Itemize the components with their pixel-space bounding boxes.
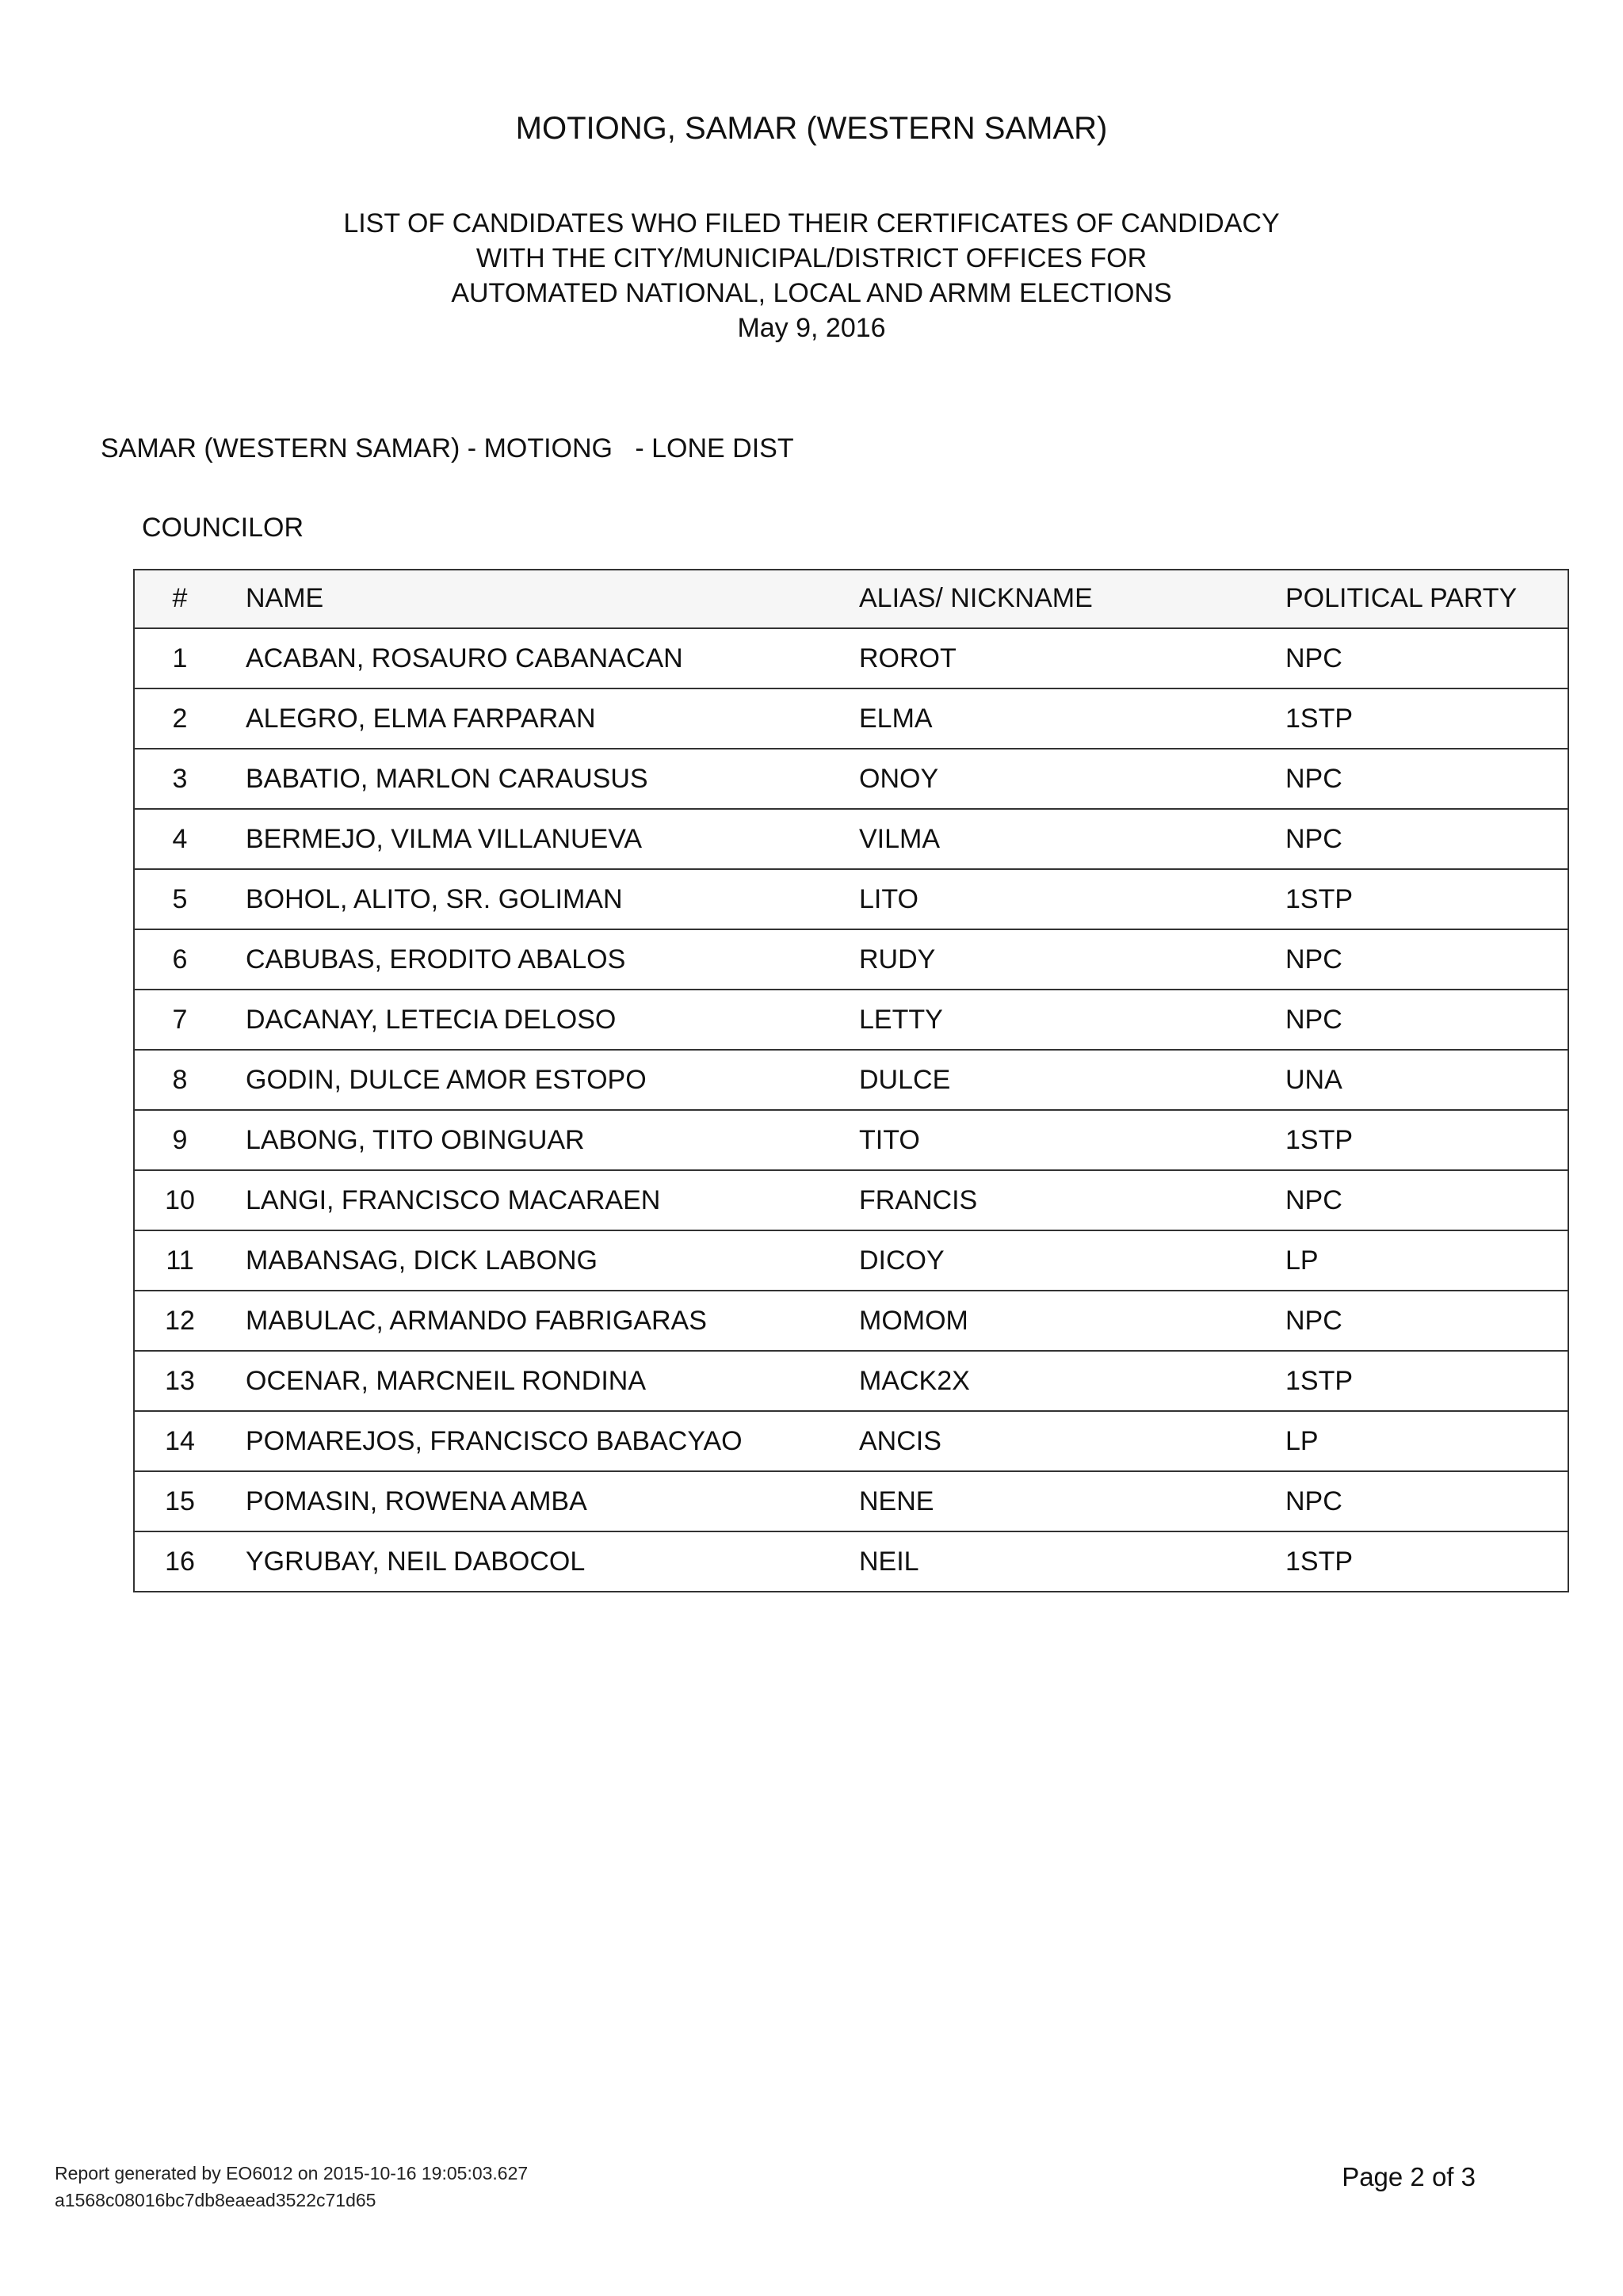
table-row [133, 1291, 1569, 1351]
candidate-alias: ONOY [859, 749, 1285, 809]
candidate-alias: FRANCIS [859, 1170, 1285, 1230]
candidate-party: NPC [1285, 1471, 1569, 1531]
candidate-party: 1STP [1285, 869, 1569, 929]
table-row [133, 1351, 1569, 1411]
candidate-party: NPC [1285, 628, 1569, 688]
table-row [133, 869, 1569, 929]
candidate-party: LP [1285, 1411, 1569, 1471]
table-row [133, 688, 1569, 749]
column-header-name: NAME [227, 569, 859, 628]
candidate-name: ALEGRO, ELMA FARPARAN [227, 688, 859, 749]
subtitle-line: AUTOMATED NATIONAL, LOCAL AND ARMM ELECTIONS [451, 278, 1172, 308]
candidate-name: LANGI, FRANCISCO MACARAEN [227, 1170, 859, 1230]
candidate-alias: ELMA [859, 688, 1285, 749]
candidate-name: OCENAR, MARCNEIL RONDINA [227, 1351, 859, 1411]
candidate-name: MABANSAG, DICK LABONG [227, 1230, 859, 1291]
row-number: 16 [133, 1531, 227, 1592]
table-header-row [133, 569, 1569, 628]
table-row [133, 1411, 1569, 1471]
candidate-party: 1STP [1285, 1110, 1569, 1170]
row-number: 1 [133, 628, 227, 688]
subtitle-line: LIST OF CANDIDATES WHO FILED THEIR CERTIFICATES OF CANDIDACY [343, 208, 1280, 238]
row-number: 12 [133, 1291, 227, 1351]
candidate-party: UNA [1285, 1050, 1569, 1110]
candidate-alias: MACK2X [859, 1351, 1285, 1411]
subtitle-line: WITH THE CITY/MUNICIPAL/DISTRICT OFFICES FOR [475, 243, 1148, 273]
candidate-party: NPC [1285, 749, 1569, 809]
candidate-name: DACANAY, LETECIA DELOSO [227, 990, 859, 1050]
row-number: 8 [133, 1050, 227, 1110]
document-subtitle [0, 206, 1623, 345]
table-row [133, 1110, 1569, 1170]
column-header-number: # [133, 569, 227, 628]
candidates-table [133, 569, 1569, 1592]
candidate-party: 1STP [1285, 1531, 1569, 1592]
row-number: 4 [133, 809, 227, 869]
candidate-name: MABULAC, ARMANDO FABRIGARAS [227, 1291, 859, 1351]
table-row [133, 749, 1569, 809]
candidate-party: LP [1285, 1230, 1569, 1291]
row-number: 5 [133, 869, 227, 929]
table-row [133, 929, 1569, 990]
candidate-name: ACABAN, ROSAURO CABANACAN [227, 628, 859, 688]
candidate-alias: ROROT [859, 628, 1285, 688]
candidate-party: 1STP [1285, 1351, 1569, 1411]
table-header [133, 569, 1569, 628]
row-number: 14 [133, 1411, 227, 1471]
table-row [133, 809, 1569, 869]
district-heading: SAMAR (WESTERN SAMAR) - MOTIONG - LONE DIST [101, 433, 794, 463]
row-number: 9 [133, 1110, 227, 1170]
table-row [133, 990, 1569, 1050]
candidate-name: POMAREJOS, FRANCISCO BABACYAO [227, 1411, 859, 1471]
candidate-party: NPC [1285, 809, 1569, 869]
row-number: 6 [133, 929, 227, 990]
page-title: MOTIONG, SAMAR (WESTERN SAMAR) [515, 111, 1108, 146]
candidate-name: LABONG, TITO OBINGUAR [227, 1110, 859, 1170]
candidate-alias: ANCIS [859, 1411, 1285, 1471]
row-number: 10 [133, 1170, 227, 1230]
table-row [133, 1531, 1569, 1592]
candidate-alias: LITO [859, 869, 1285, 929]
candidate-name: YGRUBAY, NEIL DABOCOL [227, 1531, 859, 1592]
candidate-name: CABUBAS, ERODITO ABALOS [227, 929, 859, 990]
candidate-name: GODIN, DULCE AMOR ESTOPO [227, 1050, 859, 1110]
table-row [133, 1050, 1569, 1110]
candidate-alias: RUDY [859, 929, 1285, 990]
row-number: 11 [133, 1230, 227, 1291]
column-header-alias: ALIAS/ NICKNAME [859, 569, 1285, 628]
candidate-party: NPC [1285, 1291, 1569, 1351]
table-body [133, 628, 1569, 1592]
candidate-name: BOHOL, ALITO, SR. GOLIMAN [227, 869, 859, 929]
row-number: 13 [133, 1351, 227, 1411]
candidate-alias: NEIL [859, 1531, 1285, 1592]
candidate-party: NPC [1285, 929, 1569, 990]
table-row [133, 628, 1569, 688]
row-number: 2 [133, 688, 227, 749]
position-heading: COUNCILOR [142, 513, 304, 543]
candidate-alias: MOMOM [859, 1291, 1285, 1351]
candidate-party: NPC [1285, 1170, 1569, 1230]
table-row [133, 1230, 1569, 1291]
candidate-party: NPC [1285, 990, 1569, 1050]
report-generated-text: Report generated by EO6012 on 2015-10-16 19:05:03.627 [55, 2163, 529, 2183]
candidate-alias: VILMA [859, 809, 1285, 869]
candidate-alias: NENE [859, 1471, 1285, 1531]
election-date: May 9, 2016 [737, 313, 886, 343]
table-row [133, 1170, 1569, 1230]
candidate-party: 1STP [1285, 688, 1569, 749]
table-row [133, 1471, 1569, 1531]
candidate-name: BABATIO, MARLON CARAUSUS [227, 749, 859, 809]
row-number: 7 [133, 990, 227, 1050]
column-header-party: POLITICAL PARTY [1285, 569, 1569, 628]
candidate-name: BERMEJO, VILMA VILLANUEVA [227, 809, 859, 869]
candidate-alias: DICOY [859, 1230, 1285, 1291]
candidate-alias: LETTY [859, 990, 1285, 1050]
row-number: 3 [133, 749, 227, 809]
candidate-alias: TITO [859, 1110, 1285, 1170]
report-footer [55, 2160, 528, 2214]
candidate-alias: DULCE [859, 1050, 1285, 1110]
candidate-name: POMASIN, ROWENA AMBA [227, 1471, 859, 1531]
row-number: 15 [133, 1471, 227, 1531]
report-hash: a1568c08016bc7db8eaead3522c71d65 [55, 2190, 376, 2210]
page-number: Page 2 of 3 [1342, 2162, 1476, 2191]
